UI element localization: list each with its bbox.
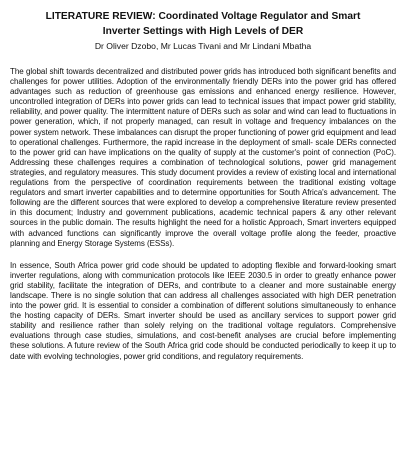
author-list: Dr Oliver Dzobo, Mr Lucas Tivani and Mr Lindani Mbatha: [94, 41, 312, 51]
document-title: [10, 9, 396, 39]
title-line-1: LITERATURE REVIEW: Coordinated Voltage Regulator and Smart: [45, 11, 361, 22]
title-line-2: Inverter Settings with High Levels of DER: [102, 26, 304, 37]
abstract-paragraph-2: In essence, South Africa power grid code should be updated to adopting flexible and forward-looking smart inverter regulations, along with communication protocols like IEEE 2030.5 in order to greatly enhance power grid stability, facilitate the integration of DERs, and contribute to a cleaner and more sustainable energy landscape. There is no single solution that can address all challenges associated with high DER penetration into the power grid. It is essential to consider a combination of different solutions simultaneously to enhance the hosting capacity of DERs. Smart inverter should be used as ancillary services to support power grid stability and resilience rather than solely relying on the traditional voltage regulators. Comprehensive evaluations through case studies, simulations, and cost-benefit analyses are crucial before implementing these solutions. A future review of the South Africa grid code should be conducted periodically to keep it up to date with evolving technologies, power grid conditions, and regulatory requirements.: [10, 260, 396, 361]
abstract-paragraph-1: The global shift towards decentralized and distributed power grids has introduced both significant benefits and challenges for power utilities. Adoption of the environmentally friendly DERs into the power grid has offered advantages such as reduction of greenhouse gas emissions and enhanced energy resilience. However, uncontrolled integration of DERs into power grids can lead to technical issues that impact power grid stability, reliability, and power quality. The intermittent nature of DERs such as solar and wind can lead to fluctuations in power generation, which, if not properly managed, can result in voltage and frequency imbalances on the power system network. These imbalances can disrupt the proper functioning of power grid equipment and lead to operational challenges. Furthermore, the rapid increase in the deployment of small- scale DERs connected to the power grid can have implications on the quality of supply at the customer's point of connection (PoC). Addressing these challenges requires a combination of technological solutions, power grid management strategies, and regulatory measures. This study document provides a review of existing local and international regulations from the perspective of coordination requirements between the traditional existing voltage regulators and smart inverter capabilities and to determine opportunities for South Africa's advancement. The following are the different sources that were explored to develop a comprehensive literature review presented in this document; Industry and government publications, academic technical papers & any other relevant sources in the public domain. The results highlight the need for a holistic Approach, Smart inverters equipped with advanced functions can significantly improve the overall voltage profile along the feeder, proactive planning and Energy Storage Systems (ESSs).: [10, 67, 396, 248]
